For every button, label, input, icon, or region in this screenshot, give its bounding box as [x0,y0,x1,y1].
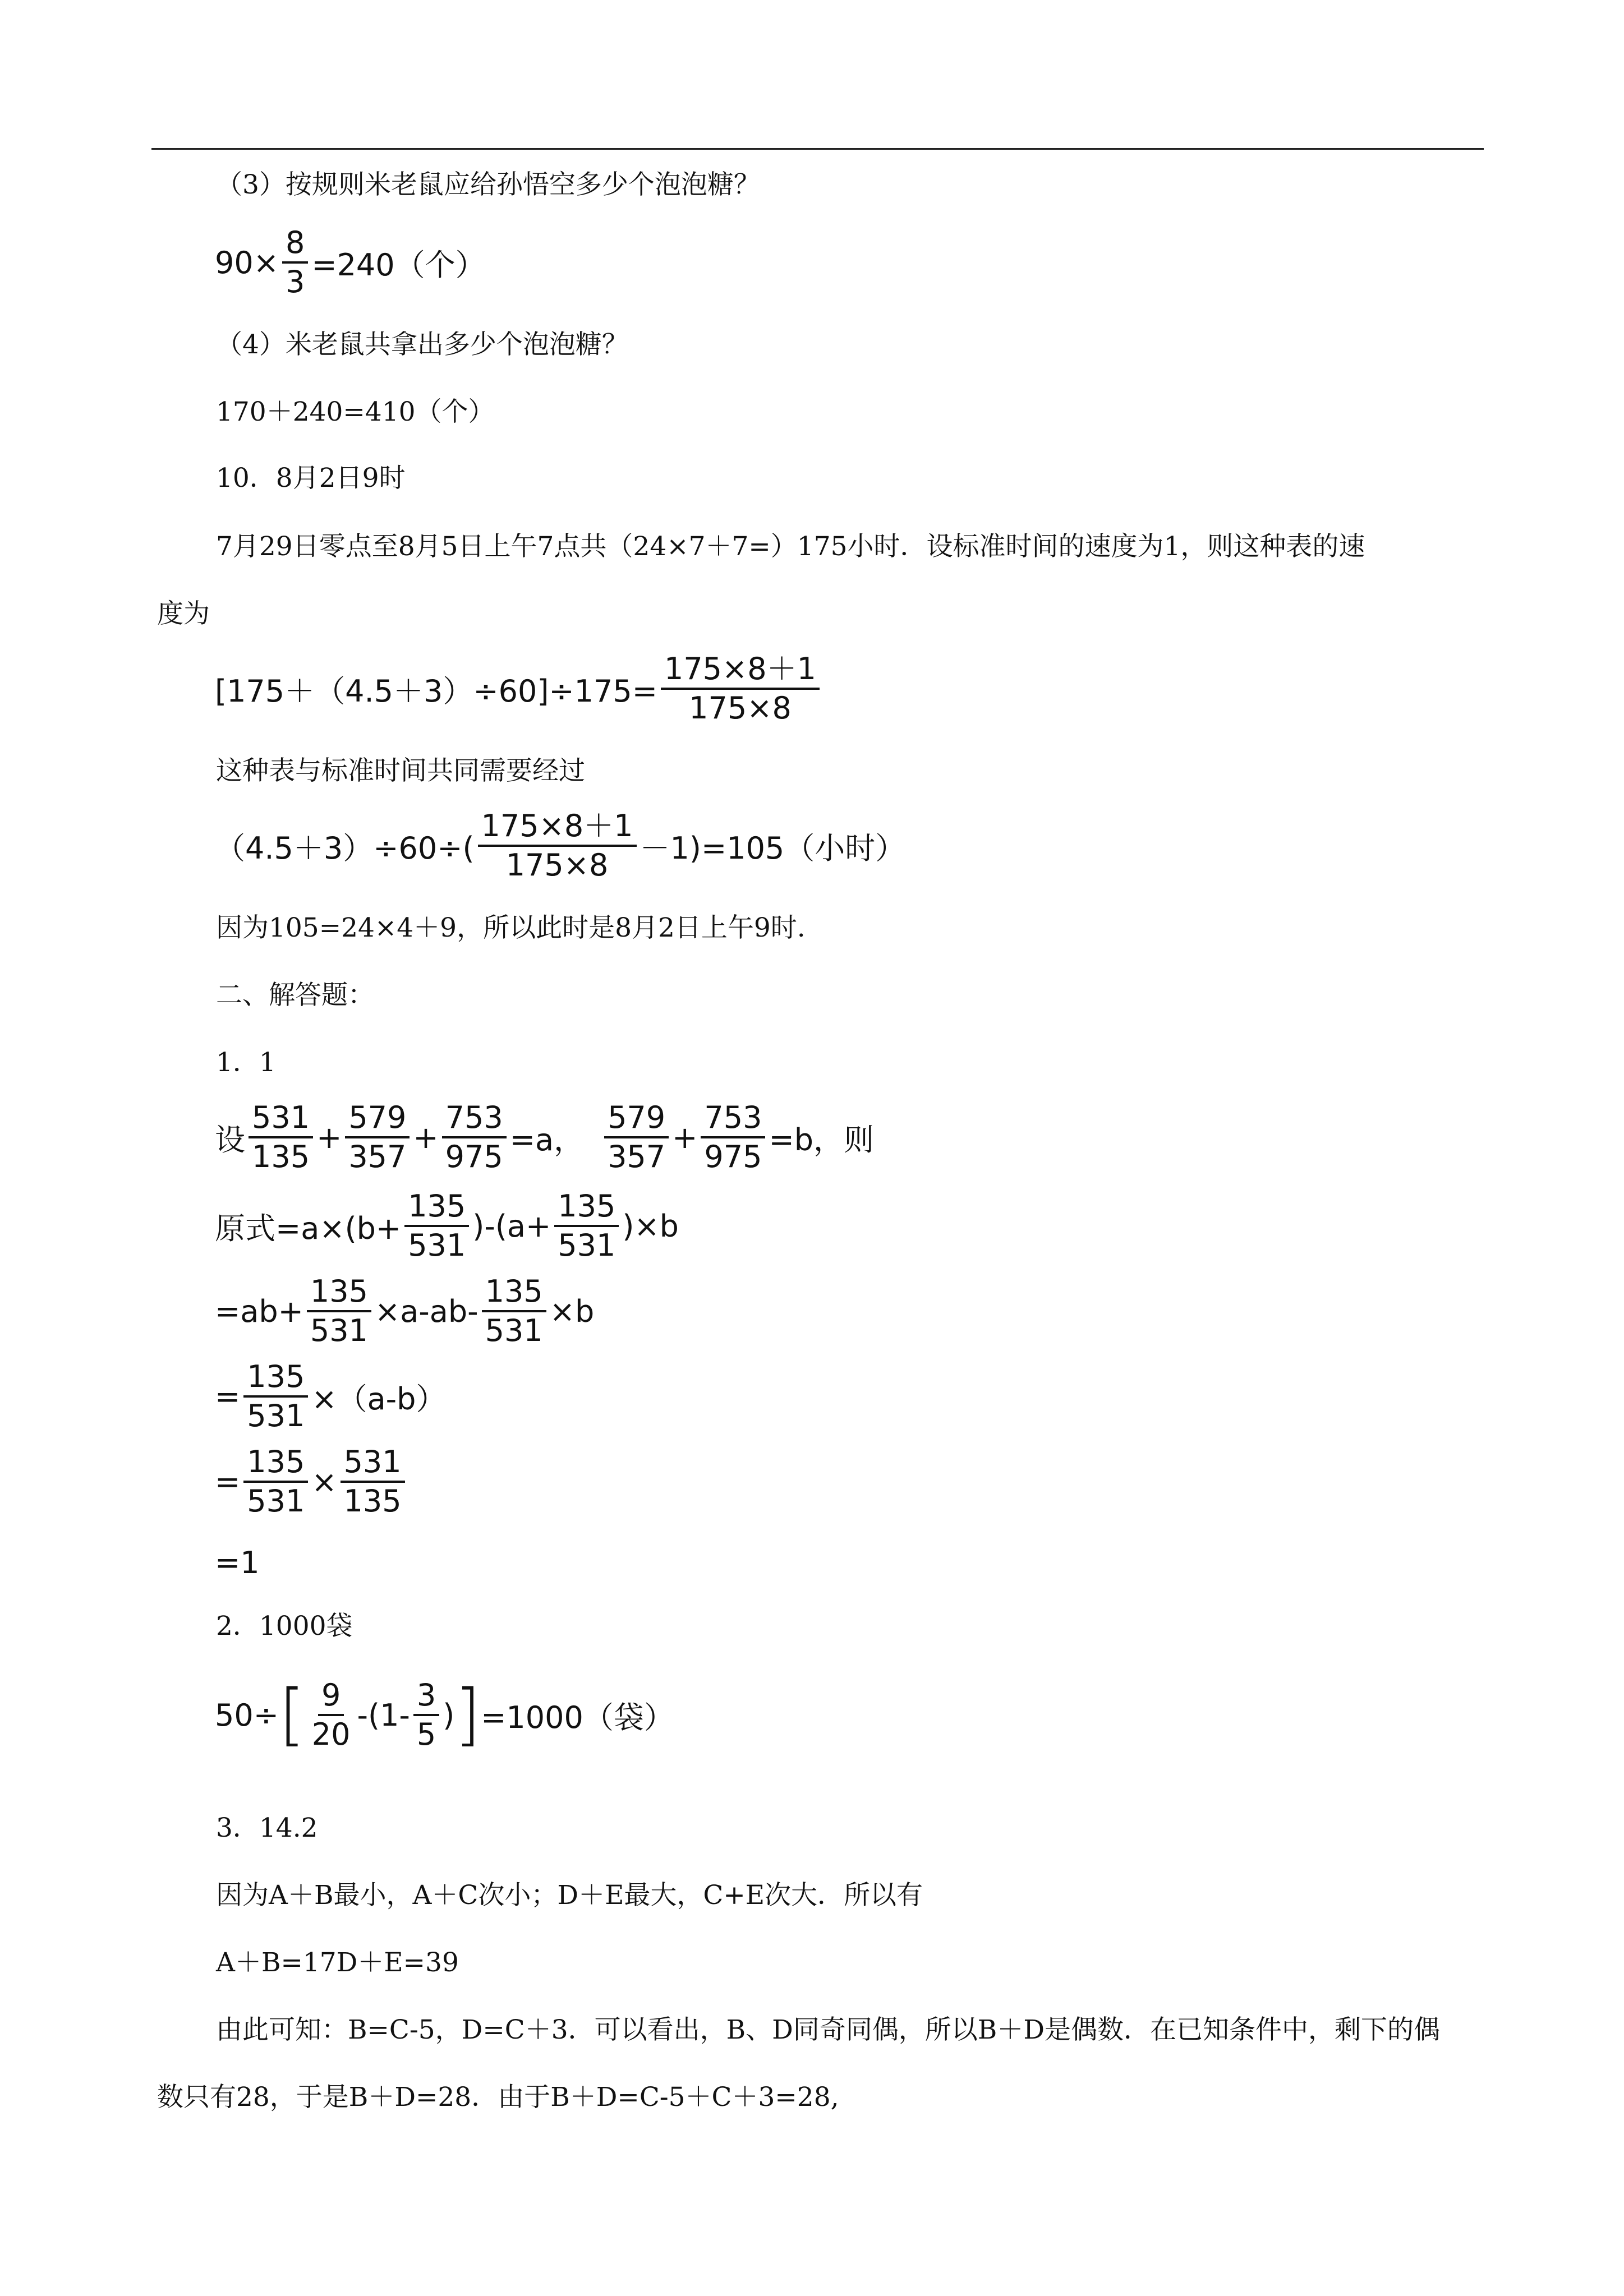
solution-1-title: 1．1 [216,1047,276,1078]
eq-text: ×（a-b） [311,1381,447,1417]
solution-3-text-2: A＋B=17D＋E=39 [216,1947,459,1978]
equation-q3 [215,224,486,301]
answer-4: 170＋240=410（个） [216,397,495,427]
solution-3-text-1: 因为A＋B最小，A＋C次小；D＋E最大，C+E次大．所以有 [216,1880,923,1911]
fraction: $\frac{531}{135}$ [341,1444,405,1520]
eq-text: + [413,1119,439,1155]
question-4: （4）米老鼠共拿出多少个泡泡糖？ [216,329,628,360]
answer-10-text: 7月29日零点至8月5日上午7点共（24×7＋7=）175小时．设标准时间的速度为1，则这种表的速 [216,531,1365,562]
fraction: $\frac{579}{357}$ [345,1099,410,1175]
fraction: $\frac{135}{531}$ [404,1188,469,1264]
fraction: $\frac{135}{531}$ [243,1444,308,1520]
equation-step-5 [215,1545,260,1580]
equation-speed [215,651,823,727]
fraction: $\frac{531}{135}$ [249,1099,313,1175]
solution-3-text-4: 数只有28，于是B＋D=28．由于B＋D=C-5＋C＋3=28, [157,2082,839,2113]
fraction: $\frac{135}{531}$ [554,1188,619,1264]
eq-text: + [316,1119,342,1155]
fraction: $\frac{753}{975}$ [442,1099,507,1175]
solution-2-title: 2．1000袋 [216,1611,353,1642]
answer-10-text-cont: 度为 [157,598,210,629]
solution-3-text-3: 由此可知：B=C-5，D=C＋3．可以看出，B、D同奇同偶，所以B＋D是偶数．在已知条件中，剩下的偶 [216,2014,1441,2045]
fraction: $\frac{753}{975}$ [701,1099,765,1175]
fraction: $\frac{8}{3}$ [282,224,308,301]
left-bracket: [ [278,1676,305,1754]
eq-text: [175＋（4.5＋3）÷60]÷175= [215,673,657,709]
fraction: $\frac{135}{531}$ [243,1358,308,1435]
eq-text: -(1- [357,1697,410,1733]
eq-text: 50÷ [215,1697,279,1733]
eq-text: =ab+ [215,1293,303,1329]
fraction: $\frac{135}{531}$ [307,1273,371,1349]
eq-text: × [311,1464,337,1500]
eq-text: = [215,1464,241,1500]
eq-text: ×a-ab- [374,1293,479,1329]
equation-step-3 [215,1358,446,1435]
eq-text: =b，则 [769,1122,875,1158]
eq-text: )-(a+ [472,1208,551,1244]
header-rule [151,148,1484,150]
section-2-title: 二、解答题： [216,980,374,1011]
eq-text: =1000（袋） [481,1699,674,1735]
fraction: $\frac{175\times 8+1}{175\times 8}$ [478,808,637,884]
equation-set [215,1099,874,1175]
fraction: $\frac{3}{5}$ [413,1677,439,1753]
equation-hours [215,808,905,884]
eq-text: )×b [622,1208,679,1244]
eq-text: =a， [509,1122,585,1158]
fraction: $\frac{175\times 8+1}{175\times 8}$ [661,651,820,727]
eq-text: －1)=105（小时） [640,830,906,866]
eq-text: + [672,1119,698,1155]
eq-text: =1 [215,1545,260,1580]
answer-10-conclusion: 因为105=24×4＋9，所以此时是8月2日上午9时. [216,912,806,943]
eq-text: = [215,1378,241,1414]
eq-text: ×b [549,1293,595,1329]
eq-text: （4.5＋3）÷60÷( [215,830,475,866]
question-3: （3）按规则米老鼠应给孙悟空多少个泡泡糖？ [216,169,760,200]
fraction: $\frac{9}{20}$ [311,1677,351,1752]
eq-text: 原式=a×(b+ [215,1210,402,1246]
solution-3-title: 3．14.2 [216,1813,318,1843]
right-bracket: ] [454,1676,481,1754]
answer-10-text-b: 这种表与标准时间共同需要经过 [216,755,585,786]
answer-10-title: 10．8月2日9时 [216,463,406,494]
fraction: $\frac{135}{531}$ [482,1273,546,1349]
equation-step-4 [215,1444,408,1520]
eq-text: 90× [215,245,279,280]
eq-text: =240（个） [311,247,486,283]
eq-text: ) [443,1697,455,1733]
fraction: $\frac{579}{357}$ [604,1099,669,1175]
equation-original [215,1188,679,1264]
equation-bags [215,1677,674,1753]
eq-text: 设 [215,1122,245,1158]
equation-step-2 [215,1273,594,1349]
